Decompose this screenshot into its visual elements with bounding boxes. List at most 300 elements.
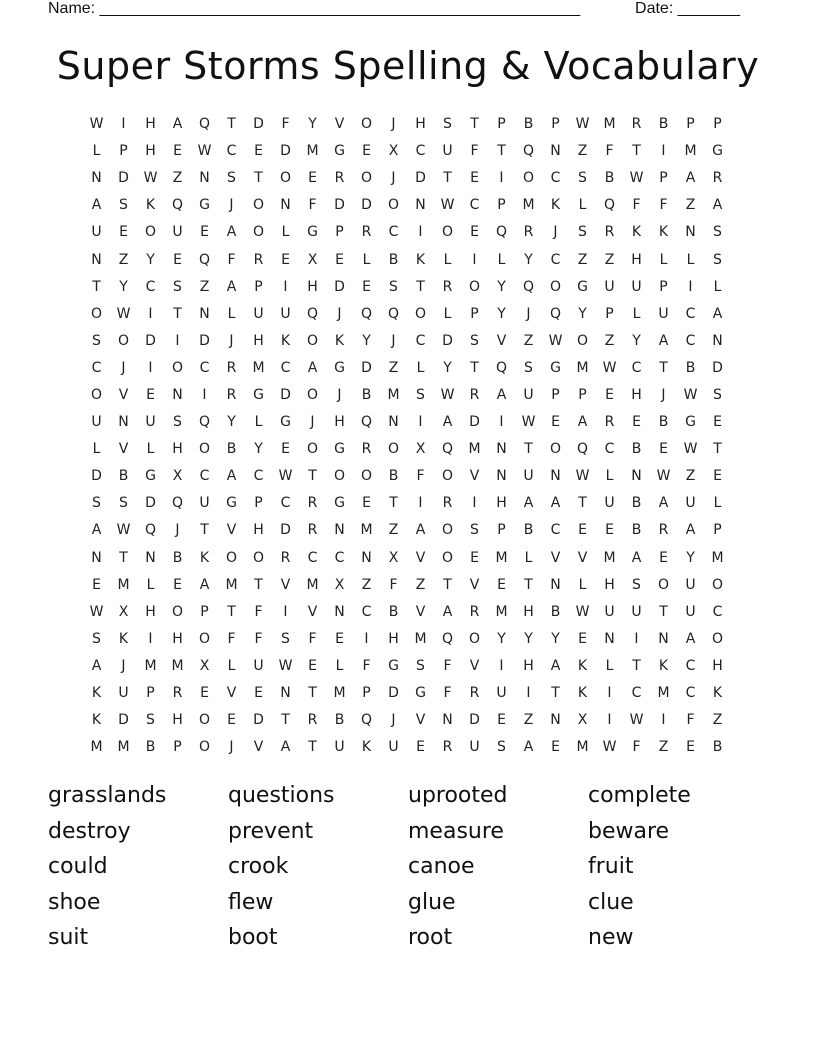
grid-letter: P xyxy=(713,116,722,133)
grid-letter: B xyxy=(712,739,723,756)
grid-letter: W xyxy=(629,170,644,187)
grid-letter: W xyxy=(197,143,212,160)
grid-letter: Z xyxy=(604,251,615,268)
grid-letter: I xyxy=(472,495,477,512)
grid-letter: S xyxy=(281,630,290,647)
grid-letter: G xyxy=(199,197,210,214)
grid-letter: E xyxy=(686,739,695,756)
grid-letter: N xyxy=(496,441,507,458)
grid-letter: F xyxy=(632,197,641,214)
grid-letter: T xyxy=(227,116,236,133)
grid-letter: T xyxy=(443,576,452,593)
grid-letter: U xyxy=(118,685,129,702)
grid-letter: P xyxy=(497,116,506,133)
grid-letter: D xyxy=(442,332,453,349)
grid-letter: O xyxy=(387,197,400,214)
grid-letter: O xyxy=(549,278,562,295)
grid-letter: J xyxy=(121,657,126,674)
grid-letter: D xyxy=(253,116,264,133)
grid-row xyxy=(83,328,731,355)
grid-letter: Z xyxy=(388,522,399,539)
grid-row xyxy=(83,490,731,517)
grid-letter: O xyxy=(360,468,373,485)
grid-letter: I xyxy=(283,278,288,295)
grid-letter: Z xyxy=(685,197,696,214)
grid-letter: K xyxy=(334,332,345,349)
grid-letter: Z xyxy=(523,332,534,349)
grid-letter: T xyxy=(497,143,506,160)
grid-letter: U xyxy=(253,305,264,322)
grid-letter: C xyxy=(361,603,372,620)
grid-letter: N xyxy=(280,197,291,214)
grid-letter: E xyxy=(200,685,209,702)
grid-letter: K xyxy=(550,197,561,214)
grid-letter: D xyxy=(361,359,372,376)
grid-letter: L xyxy=(578,197,587,214)
grid-letter: P xyxy=(497,522,506,539)
grid-letter: P xyxy=(551,116,560,133)
grid-letter: O xyxy=(225,549,238,566)
grid-letter: P xyxy=(713,522,722,539)
grid-letter: M xyxy=(387,386,400,403)
grid-letter: O xyxy=(522,170,535,187)
grid-letter: F xyxy=(308,630,317,647)
grid-letter: J xyxy=(229,332,234,349)
grid-letter: Y xyxy=(227,414,236,431)
grid-letter: L xyxy=(335,657,344,674)
grid-letter: B xyxy=(604,170,615,187)
grid-letter: F xyxy=(254,603,263,620)
grid-letter: D xyxy=(91,468,102,485)
grid-letter: W xyxy=(278,657,293,674)
grid-letter: K xyxy=(577,657,588,674)
grid-letter: Y xyxy=(146,251,155,268)
grid-letter: E xyxy=(308,170,317,187)
grid-letter: M xyxy=(306,576,319,593)
grid-letter: E xyxy=(335,630,344,647)
grid-letter: E xyxy=(551,414,560,431)
grid-letter: C xyxy=(199,468,210,485)
grid-letter: T xyxy=(470,359,479,376)
grid-letter: O xyxy=(171,359,184,376)
grid-letter: Q xyxy=(549,305,562,322)
grid-letter: H xyxy=(172,712,183,729)
grid-letter: N xyxy=(334,603,345,620)
grid-letter: R xyxy=(658,522,669,539)
grid-letter: L xyxy=(254,414,263,431)
grid-letter: P xyxy=(470,305,479,322)
word-bank-item: clue xyxy=(588,889,634,915)
grid-letter: O xyxy=(468,630,481,647)
grid-letter: J xyxy=(391,712,396,729)
grid-row xyxy=(83,382,731,409)
grid-row xyxy=(83,192,731,219)
grid-letter: D xyxy=(145,332,156,349)
grid-letter: S xyxy=(119,197,128,214)
grid-letter: N xyxy=(388,414,399,431)
grid-letter: P xyxy=(659,278,668,295)
grid-letter: V xyxy=(253,739,264,756)
grid-letter: D xyxy=(469,414,480,431)
grid-letter: J xyxy=(391,170,396,187)
grid-letter: A xyxy=(550,657,561,674)
grid-letter: O xyxy=(441,224,454,241)
grid-letter: E xyxy=(659,441,668,458)
grid-letter: T xyxy=(578,495,587,512)
grid-letter: G xyxy=(145,468,156,485)
grid-letter: S xyxy=(146,712,155,729)
grid-letter: S xyxy=(713,386,722,403)
grid-letter: L xyxy=(443,251,452,268)
grid-letter: I xyxy=(175,332,180,349)
grid-letter: I xyxy=(607,712,612,729)
grid-letter: T xyxy=(659,603,668,620)
grid-letter: S xyxy=(470,522,479,539)
grid-letter: B xyxy=(658,116,669,133)
grid-letter: P xyxy=(173,739,182,756)
grid-letter: E xyxy=(227,712,236,729)
grid-row xyxy=(83,355,731,382)
grid-letter: R xyxy=(307,522,318,539)
grid-letter: G xyxy=(307,224,318,241)
grid-letter: E xyxy=(632,414,641,431)
grid-letter: O xyxy=(171,603,184,620)
grid-letter: I xyxy=(472,251,477,268)
grid-letter: U xyxy=(145,414,156,431)
grid-letter: O xyxy=(252,197,265,214)
grid-letter: W xyxy=(521,414,536,431)
grid-letter: I xyxy=(202,386,207,403)
grid-letter: B xyxy=(172,549,183,566)
grid-letter: S xyxy=(713,224,722,241)
grid-letter: N xyxy=(550,576,561,593)
grid-letter: R xyxy=(361,441,372,458)
grid-letter: A xyxy=(523,739,534,756)
grid-letter: J xyxy=(121,359,126,376)
grid-letter: Z xyxy=(658,739,669,756)
grid-letter: C xyxy=(550,170,561,187)
grid-letter: A xyxy=(415,522,426,539)
grid-letter: Y xyxy=(497,305,506,322)
grid-letter: U xyxy=(388,739,399,756)
word-bank-item: destroy xyxy=(48,818,131,844)
grid-letter: N xyxy=(604,630,615,647)
grid-letter: N xyxy=(442,712,453,729)
grid-letter: C xyxy=(280,495,291,512)
word-bank-item: beware xyxy=(588,818,670,844)
grid-letter: Q xyxy=(198,116,211,133)
grid-letter: E xyxy=(362,143,371,160)
grid-letter: E xyxy=(605,386,614,403)
grid-letter: Y xyxy=(254,441,263,458)
grid-letter: Q xyxy=(171,197,184,214)
grid-letter: U xyxy=(523,468,534,485)
grid-letter: I xyxy=(688,278,693,295)
grid-letter: O xyxy=(360,116,373,133)
grid-letter: B xyxy=(523,116,534,133)
grid-letter: N xyxy=(631,468,642,485)
grid-letter: A xyxy=(523,495,534,512)
grid-letter: S xyxy=(713,251,722,268)
grid-letter: T xyxy=(524,441,533,458)
grid-letter: L xyxy=(443,305,452,322)
word-bank-item: flew xyxy=(228,889,274,915)
grid-letter: F xyxy=(605,143,614,160)
grid-letter: Y xyxy=(524,251,533,268)
grid-letter: V xyxy=(118,441,129,458)
grid-letter: J xyxy=(175,522,180,539)
grid-letter: Q xyxy=(441,630,454,647)
grid-row xyxy=(83,734,731,761)
grid-row xyxy=(83,517,731,544)
grid-row xyxy=(83,301,731,328)
grid-letter: H xyxy=(172,630,183,647)
grid-letter: F xyxy=(308,197,317,214)
grid-letter: H xyxy=(253,332,264,349)
grid-letter: B xyxy=(550,603,561,620)
grid-letter: G xyxy=(415,685,426,702)
grid-letter: E xyxy=(254,685,263,702)
grid-letter: R xyxy=(469,685,480,702)
grid-letter: K xyxy=(91,685,102,702)
grid-letter: N xyxy=(712,332,723,349)
grid-letter: N xyxy=(91,251,102,268)
grid-letter: H xyxy=(523,603,534,620)
grid-letter: E xyxy=(416,739,425,756)
grid-letter: Z xyxy=(415,576,426,593)
grid-letter: J xyxy=(526,305,531,322)
grid-letter: O xyxy=(90,386,103,403)
grid-letter: D xyxy=(334,278,345,295)
grid-letter: A xyxy=(577,414,588,431)
grid-letter: M xyxy=(468,441,481,458)
grid-letter: V xyxy=(415,712,426,729)
grid-letter: I xyxy=(661,712,666,729)
grid-letter: M xyxy=(333,685,346,702)
grid-letter: K xyxy=(118,630,129,647)
grid-letter: R xyxy=(523,224,534,241)
grid-letter: F xyxy=(632,739,641,756)
grid-letter: E xyxy=(497,576,506,593)
grid-letter: P xyxy=(335,224,344,241)
grid-letter: S xyxy=(524,359,533,376)
grid-letter: F xyxy=(227,251,236,268)
grid-letter: F xyxy=(686,712,695,729)
grid-letter: U xyxy=(91,414,102,431)
grid-letter: E xyxy=(497,712,506,729)
grid-letter: V xyxy=(118,386,129,403)
grid-letter: C xyxy=(307,549,318,566)
grid-letter: D xyxy=(280,522,291,539)
grid-letter: Z xyxy=(604,332,615,349)
grid-letter: D xyxy=(388,685,399,702)
grid-letter: A xyxy=(550,495,561,512)
grid-letter: A xyxy=(280,739,291,756)
grid-letter: W xyxy=(656,468,671,485)
grid-letter: R xyxy=(604,224,615,241)
grid-letter: Y xyxy=(362,332,371,349)
grid-letter: A xyxy=(226,468,237,485)
grid-letter: O xyxy=(549,441,562,458)
grid-letter: R xyxy=(712,170,723,187)
grid-letter: W xyxy=(89,603,104,620)
grid-letter: S xyxy=(389,278,398,295)
grid-letter: L xyxy=(659,251,668,268)
grid-letter: R xyxy=(280,549,291,566)
grid-letter: W xyxy=(575,116,590,133)
grid-letter: L xyxy=(146,441,155,458)
grid-letter: A xyxy=(685,170,696,187)
grid-letter: F xyxy=(389,576,398,593)
grid-letter: M xyxy=(684,143,697,160)
grid-letter: N xyxy=(334,522,345,539)
grid-letter: L xyxy=(713,278,722,295)
grid-letter: L xyxy=(713,495,722,512)
word-search-grid xyxy=(83,111,731,761)
grid-letter: U xyxy=(442,143,453,160)
grid-letter: I xyxy=(418,224,423,241)
grid-letter: A xyxy=(226,224,237,241)
grid-letter: T xyxy=(659,359,668,376)
grid-letter: B xyxy=(658,414,669,431)
grid-letter: M xyxy=(90,739,103,756)
grid-letter: Q xyxy=(495,359,508,376)
grid-letter: A xyxy=(658,332,669,349)
grid-letter: W xyxy=(116,522,131,539)
grid-letter: L xyxy=(92,143,101,160)
grid-letter: M xyxy=(117,739,130,756)
grid-letter: G xyxy=(280,414,291,431)
grid-letter: R xyxy=(307,712,318,729)
grid-letter: B xyxy=(523,522,534,539)
grid-letter: A xyxy=(199,576,210,593)
grid-letter: I xyxy=(148,359,153,376)
grid-letter: N xyxy=(685,224,696,241)
grid-letter: A xyxy=(307,359,318,376)
grid-letter: N xyxy=(118,414,129,431)
grid-letter: I xyxy=(418,414,423,431)
grid-letter: A xyxy=(685,522,696,539)
grid-letter: P xyxy=(659,170,668,187)
grid-letter: Q xyxy=(144,522,157,539)
grid-letter: S xyxy=(578,224,587,241)
grid-letter: J xyxy=(337,305,342,322)
grid-letter: H xyxy=(253,522,264,539)
grid-letter: U xyxy=(631,278,642,295)
grid-letter: E xyxy=(470,549,479,566)
grid-letter: N xyxy=(91,170,102,187)
grid-letter: G xyxy=(712,143,723,160)
word-bank-item: questions xyxy=(228,783,335,808)
grid-letter: A xyxy=(91,197,102,214)
grid-letter: R xyxy=(442,495,453,512)
grid-letter: W xyxy=(575,603,590,620)
grid-letter: I xyxy=(499,657,504,674)
grid-letter: K xyxy=(199,549,210,566)
grid-letter: K xyxy=(91,712,102,729)
grid-letter: C xyxy=(415,332,426,349)
grid-letter: L xyxy=(605,468,614,485)
grid-letter: H xyxy=(145,603,156,620)
grid-letter: V xyxy=(415,603,426,620)
grid-letter: D xyxy=(118,170,129,187)
grid-letter: B xyxy=(631,522,642,539)
grid-letter: U xyxy=(604,495,615,512)
grid-letter: P xyxy=(119,143,128,160)
grid-letter: L xyxy=(497,251,506,268)
grid-letter: C xyxy=(631,359,642,376)
grid-letter: Q xyxy=(522,278,535,295)
grid-letter: A xyxy=(712,305,723,322)
grid-letter: O xyxy=(387,441,400,458)
grid-letter: X xyxy=(199,657,210,674)
word-bank-item: boot xyxy=(228,925,278,951)
grid-letter: R xyxy=(631,116,642,133)
grid-letter: T xyxy=(470,116,479,133)
grid-letter: M xyxy=(495,549,508,566)
grid-letter: C xyxy=(145,278,156,295)
grid-row xyxy=(83,111,731,138)
grid-row xyxy=(83,572,731,599)
grid-letter: Q xyxy=(360,414,373,431)
grid-letter: J xyxy=(391,332,396,349)
grid-letter: J xyxy=(229,739,234,756)
grid-letter: U xyxy=(199,495,210,512)
page-title: Super Storms Spelling & Vocabulary xyxy=(56,44,760,88)
grid-letter: O xyxy=(198,441,211,458)
grid-letter: E xyxy=(281,441,290,458)
grid-letter: M xyxy=(360,522,373,539)
grid-letter: C xyxy=(685,332,696,349)
grid-letter: N xyxy=(415,197,426,214)
grid-letter: E xyxy=(308,657,317,674)
grid-letter: R xyxy=(226,359,237,376)
grid-letter: A xyxy=(226,278,237,295)
grid-letter: W xyxy=(602,359,617,376)
grid-letter: F xyxy=(281,116,290,133)
grid-letter: R xyxy=(442,739,453,756)
grid-letter: G xyxy=(577,278,588,295)
grid-letter: S xyxy=(173,414,182,431)
grid-letter: N xyxy=(199,170,210,187)
grid-letter: M xyxy=(522,197,535,214)
grid-letter: H xyxy=(334,414,345,431)
grid-letter: H xyxy=(523,657,534,674)
grid-letter: L xyxy=(92,441,101,458)
word-bank xyxy=(48,778,768,956)
header xyxy=(48,0,740,20)
grid-letter: X xyxy=(307,251,318,268)
grid-letter: B xyxy=(388,251,399,268)
grid-letter: F xyxy=(443,657,452,674)
grid-letter: Z xyxy=(577,143,588,160)
grid-letter: C xyxy=(334,549,345,566)
grid-letter: C xyxy=(631,685,642,702)
grid-letter: I xyxy=(283,603,288,620)
grid-letter: L xyxy=(686,251,695,268)
grid-letter: O xyxy=(198,712,211,729)
grid-letter: C xyxy=(604,441,615,458)
grid-letter: Q xyxy=(441,441,454,458)
grid-letter: K xyxy=(712,685,723,702)
grid-letter: A xyxy=(658,495,669,512)
grid-letter: E xyxy=(362,495,371,512)
grid-letter: N xyxy=(550,143,561,160)
grid-letter: R xyxy=(226,386,237,403)
grid-letter: N xyxy=(550,468,561,485)
grid-letter: E xyxy=(470,224,479,241)
word-bank-item: measure xyxy=(408,818,504,844)
